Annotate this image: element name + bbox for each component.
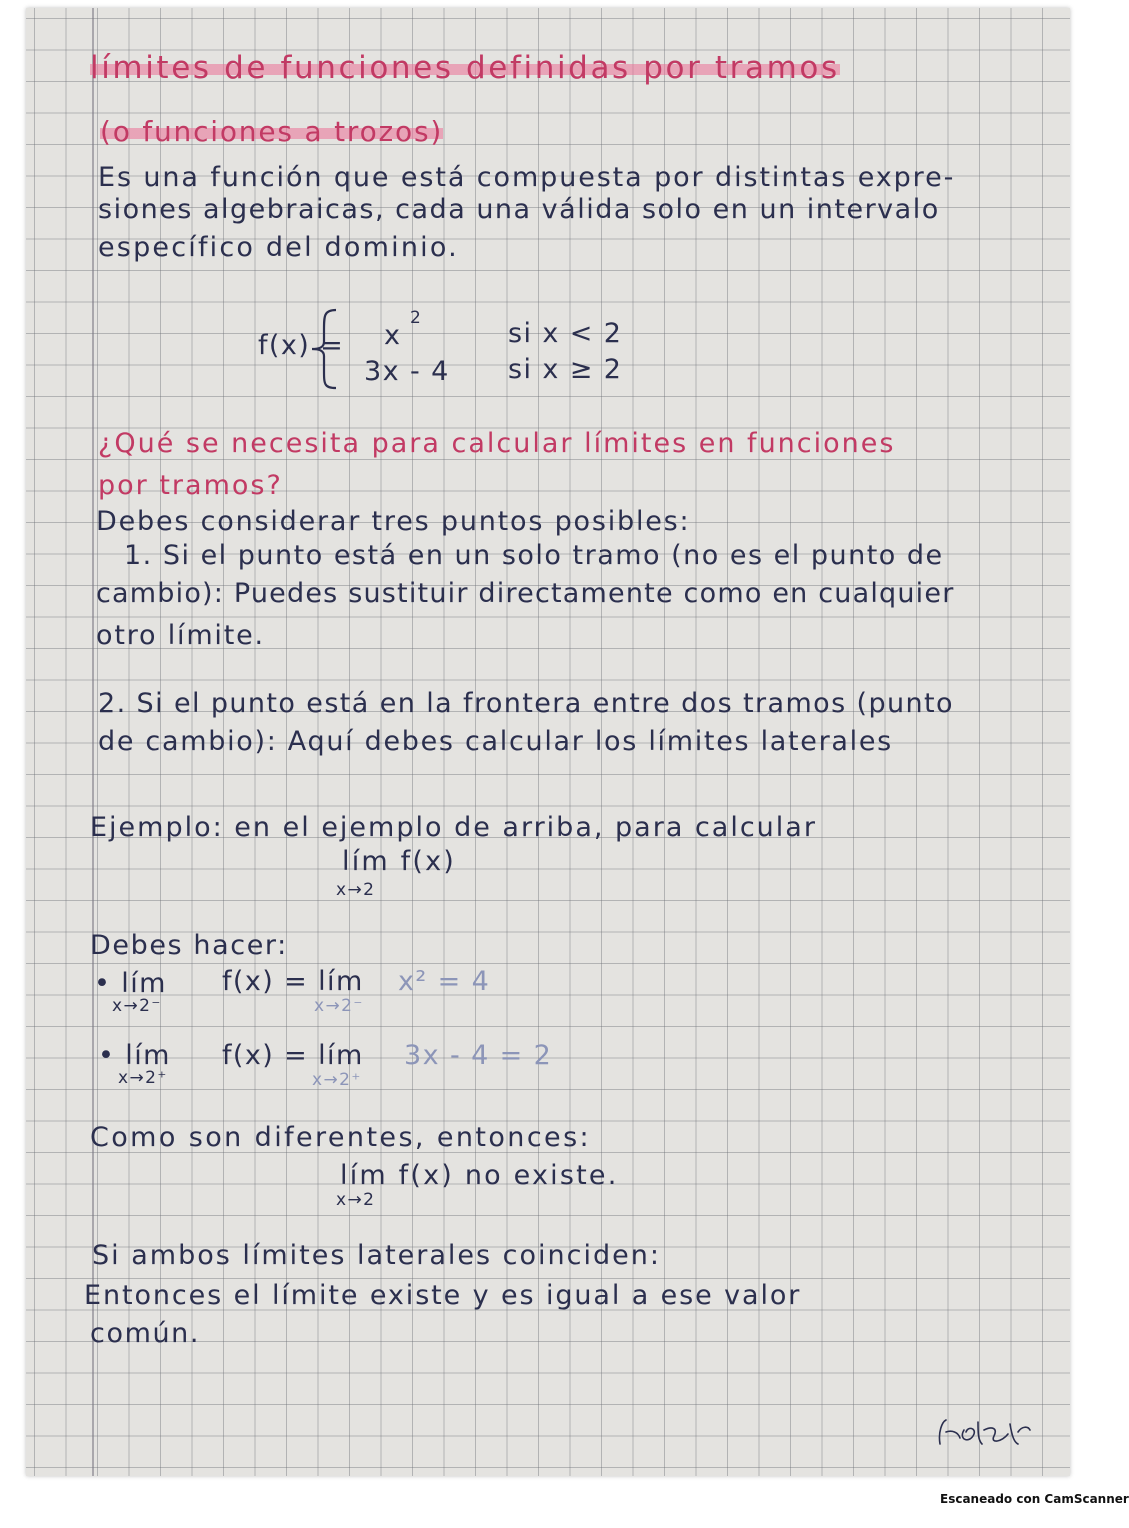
intro-line-3: específico del dominio. — [98, 232, 459, 263]
point1-line-2: cambio): Puedes sustituir directamente como en cualquier — [96, 578, 955, 609]
intro-line-2: siones algebraicas, cada una válida solo en un intervalo — [98, 194, 940, 225]
left-limit-middle-sub: x→2⁻ — [314, 996, 364, 1016]
debes-hacer: Debes hacer: — [90, 930, 288, 961]
different-line: Como son diferentes, entonces: — [90, 1122, 592, 1153]
question-line-1: ¿Qué se necesita para calcular límites en funciones — [98, 428, 896, 459]
case1-exponent: 2 — [410, 308, 423, 328]
left-limit-lhs-sub: x→2⁻ — [112, 996, 162, 1016]
right-limit-result: 3x - 4 = 2 — [404, 1040, 553, 1071]
case1-expression: x — [384, 320, 402, 351]
point2-line-2: de cambio): Aquí debes calcular los límites laterales — [98, 726, 893, 757]
point1-line-3: otro límite. — [96, 620, 265, 651]
scanner-watermark: Escaneado con CamScanner — [940, 1492, 1129, 1506]
left-limit-result: x² = 4 — [398, 966, 491, 997]
coincide-line-2: Entonces el límite existe y es igual a ese valor — [84, 1280, 802, 1311]
example-intro: Ejemplo: en el ejemplo de arriba, para calcular — [90, 812, 817, 843]
left-limit-lhs: • lím — [94, 968, 167, 999]
title-line-1: límites de funciones definidas por tramos — [90, 50, 840, 86]
intro-line-1: Es una función que está compuesta por distintas expre- — [98, 162, 956, 193]
left-limit-middle: f(x) = lím — [222, 966, 364, 997]
point2-line-1: 2. Si el punto está en la frontera entre dos tramos (punto — [98, 688, 954, 719]
right-limit-middle-sub: x→2⁺ — [312, 1070, 362, 1090]
no-exist-subscript: x→2 — [336, 1190, 376, 1210]
no-exist-line: lím f(x) no existe. — [340, 1160, 619, 1191]
signature-mark — [918, 1414, 1038, 1454]
example-limit: lím f(x) — [342, 846, 457, 877]
brace-icon — [306, 306, 340, 392]
case2-condition: si x ≥ 2 — [508, 354, 623, 385]
coincide-line-1: Si ambos límites laterales coinciden: — [92, 1240, 661, 1271]
question-line-2: por tramos? — [98, 470, 283, 501]
title-line-2: (o funciones a trozos) — [100, 115, 444, 148]
right-limit-middle: f(x) = lím — [222, 1040, 364, 1071]
case2-expression: 3x - 4 — [364, 356, 450, 387]
function-lhs: f(x) = — [258, 330, 345, 361]
point1-line-1: 1. Si el punto está en un solo tramo (no es el punto de — [124, 540, 944, 571]
example-limit-subscript: x→2 — [336, 880, 376, 900]
consider-heading: Debes considerar tres puntos posibles: — [96, 506, 691, 537]
coincide-line-3: común. — [90, 1318, 201, 1349]
right-limit-lhs-sub: x→2⁺ — [118, 1068, 168, 1088]
case1-condition: si x < 2 — [508, 318, 623, 349]
right-limit-lhs: • lím — [98, 1040, 171, 1071]
